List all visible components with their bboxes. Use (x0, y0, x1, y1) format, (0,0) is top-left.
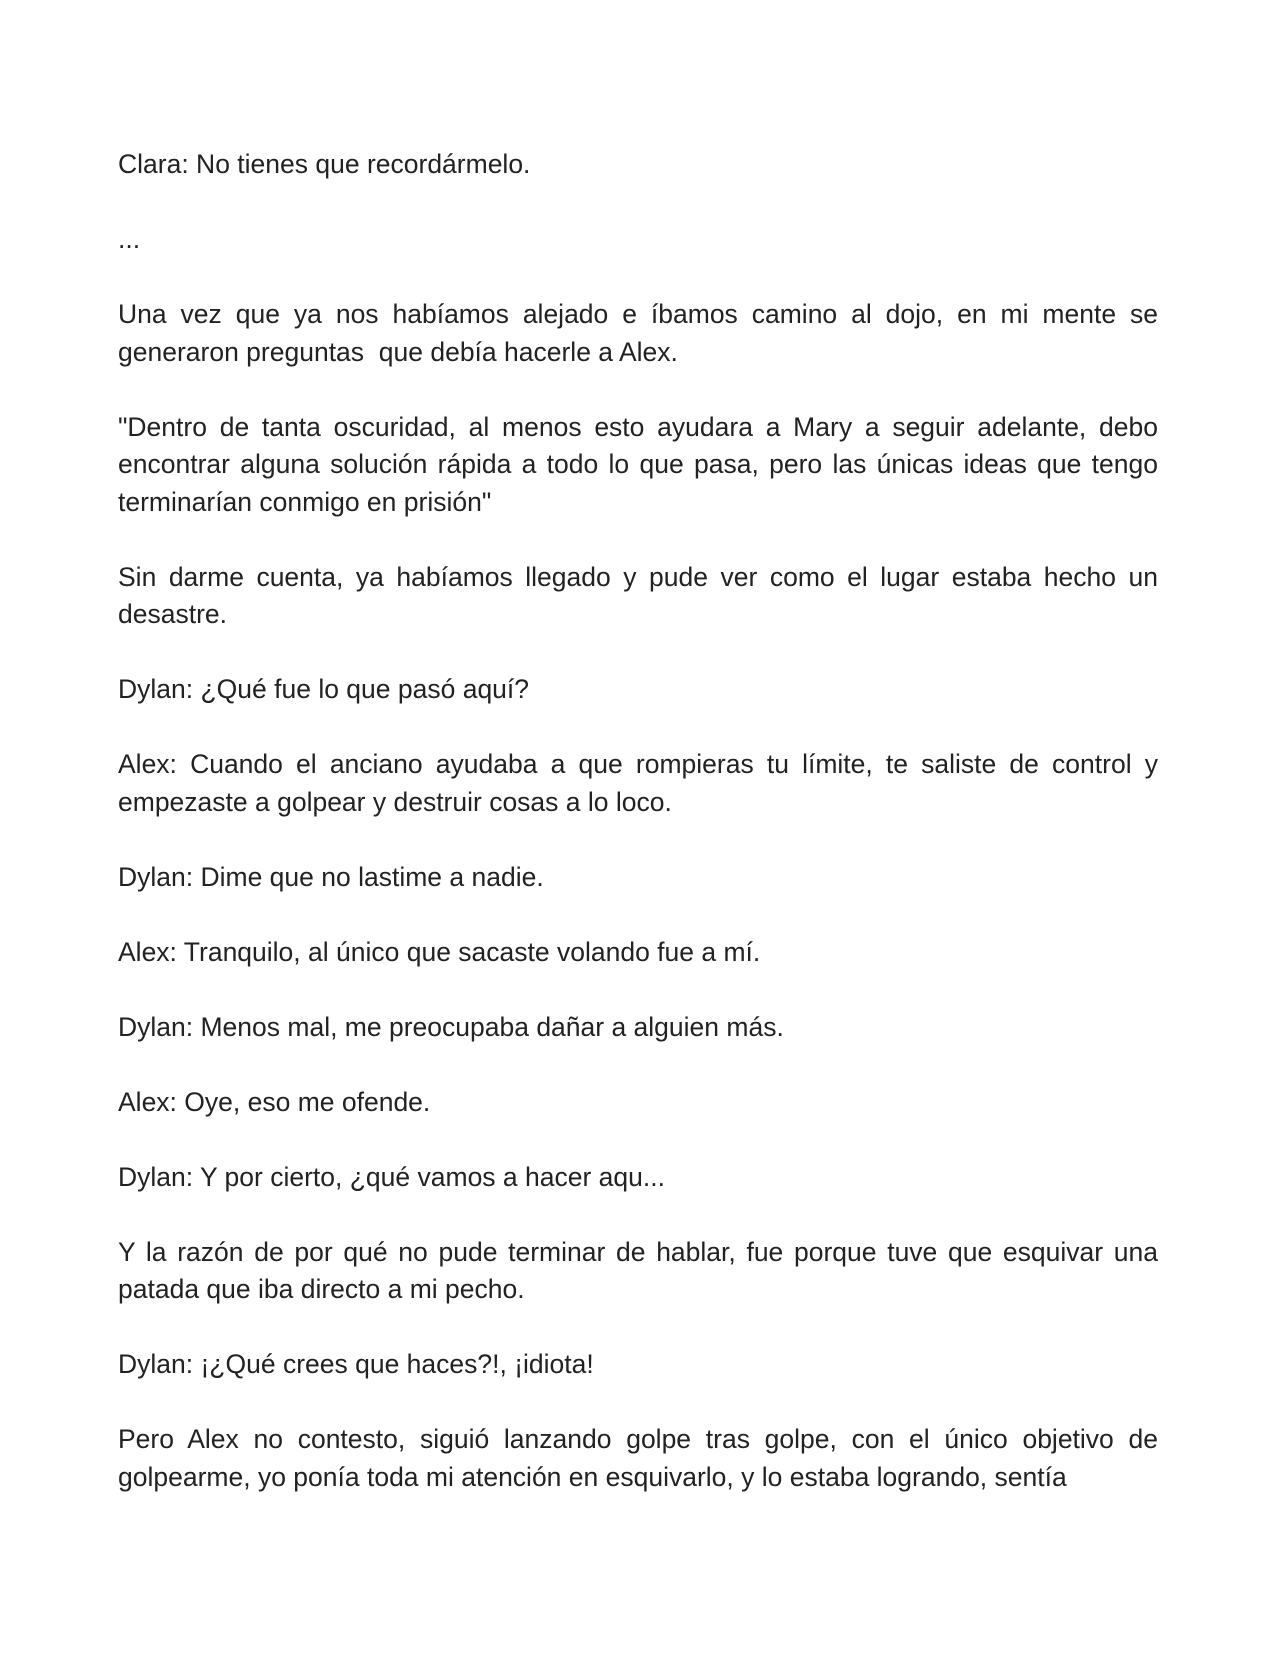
paragraph-8: Dylan: Dime que no lastime a nadie. (118, 861, 544, 892)
paragraph-12: Dylan: Y por cierto, ¿qué vamos a hacer aqu... (118, 1161, 665, 1192)
paragraph-5: Sin darme cuenta, ya habíamos llegado y pude ver como el lugar estaba hecho un desastre. (118, 561, 1166, 629)
paragraph-11: Alex: Oye, eso me ofende. (118, 1086, 431, 1117)
paragraph-3: Una vez que ya nos habíamos alejado e íbamos camino al dojo, en mi mente se generaron preguntas que debía hacerle a Alex. (118, 299, 1166, 367)
paragraph-13: Y la razón de por qué no pude terminar de hablar, fue porque tuve que esquivar una patada que iba directo a mi pecho. (118, 1236, 1166, 1304)
paragraph-7: Alex: Cuando el anciano ayudaba a que rompieras tu límite, te saliste de control y empezaste a golpear y destruir cosas a lo loco. (118, 749, 1166, 817)
paragraph-6: Dylan: ¿Qué fue lo que pasó aquí? (118, 674, 530, 704)
paragraph-9: Alex: Tranquilo, al único que sacaste volando fue a mí. (118, 936, 761, 967)
paragraph-10: Dylan: Menos mal, me preocupaba dañar a alguien más. (118, 1011, 784, 1042)
paragraph-15: Pero Alex no contesto, siguió lanzando golpe tras golpe, con el único objetivo de golpearme, yo ponía toda mi atención en esquivarlo, y lo estaba logrando, sentía (118, 1424, 1166, 1492)
paragraph-4: "Dentro de tanta oscuridad, al menos esto ayudara a Mary a seguir adelante, debo encontrar alguna solución rápida a todo lo que pasa, pero las únicas ideas que tengo terminarían conmigo en prisión" (118, 411, 1166, 517)
paragraph-2: ... (118, 224, 141, 254)
paragraph-14: Dylan: ¡¿Qué crees que haces?!, ¡idiota! (118, 1349, 594, 1379)
paragraph-1: Clara: No tienes que recordármelo. (118, 149, 531, 179)
document-body (118, 146, 1166, 1534)
